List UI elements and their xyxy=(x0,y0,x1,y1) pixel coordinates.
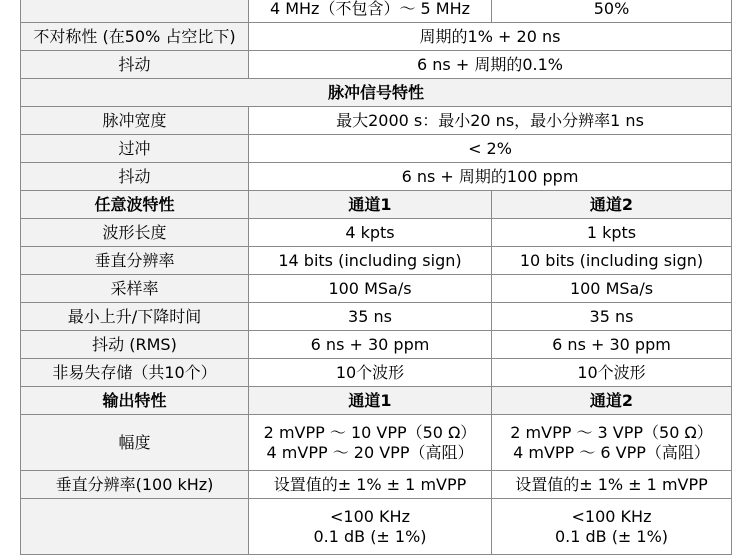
table-cell xyxy=(492,499,732,555)
row-label: 过冲 xyxy=(21,135,249,163)
table-cell: 6 ns + 周期的0.1% xyxy=(249,51,732,79)
table-row xyxy=(21,303,732,331)
row-label: 幅度 xyxy=(21,415,249,471)
row-label: 采样率 xyxy=(21,275,249,303)
section-header: 输出特性 xyxy=(21,387,249,415)
row-label: 非易失存储（共10个） xyxy=(21,359,249,387)
row-label: 波形长度 xyxy=(21,219,249,247)
table-cell: 10 bits (including sign) xyxy=(492,247,732,275)
table-cell: 35 ns xyxy=(492,303,732,331)
row-label: 垂直分辨率 xyxy=(21,247,249,275)
row-label: 最小上升/下降时间 xyxy=(21,303,249,331)
table-cell: 6 ns + 周期的100 ppm xyxy=(249,163,732,191)
table-cell: 6 ns + 30 ppm xyxy=(492,331,732,359)
cell-line: 0.1 dB (± 1%) xyxy=(313,526,427,546)
row-label: 不对称性 (在50% 占空比下) xyxy=(21,23,249,51)
table-cell xyxy=(492,415,732,471)
table-cell: 4 kpts xyxy=(249,219,492,247)
table-cell xyxy=(249,499,492,555)
table-row xyxy=(21,471,732,499)
table-cell: 设置值的± 1% ± 1 mVPP xyxy=(492,471,732,499)
table-cell: 6 ns + 30 ppm xyxy=(249,331,492,359)
table-cell-empty xyxy=(21,0,249,23)
table-row xyxy=(21,247,732,275)
column-header-ch2: 通道2 xyxy=(492,387,732,415)
table-row xyxy=(21,51,732,79)
table-cell: 设置值的± 1% ± 1 mVPP xyxy=(249,471,492,499)
table-row xyxy=(21,219,732,247)
row-label: 脉冲宽度 xyxy=(21,107,249,135)
table-row xyxy=(21,275,732,303)
table-cell: < 2% xyxy=(249,135,732,163)
table-cell: 100 MSa/s xyxy=(492,275,732,303)
cell-line: 2 mVPP ～ 10 VPP（50 Ω） xyxy=(263,422,477,442)
spec-table xyxy=(20,0,732,555)
section-header: 脉冲信号特性 xyxy=(21,79,732,107)
row-label: 垂直分辨率(100 kHz) xyxy=(21,471,249,499)
table-row xyxy=(21,359,732,387)
table-row xyxy=(21,135,732,163)
cell-line: 4 mVPP ～ 20 VPP（高阻） xyxy=(266,442,474,462)
table-row xyxy=(21,415,732,471)
row-label: 抖动 (RMS) xyxy=(21,331,249,359)
cell-line: <100 KHz xyxy=(571,506,652,526)
table-cell xyxy=(249,415,492,471)
column-header-ch2: 通道2 xyxy=(492,191,732,219)
table-row xyxy=(21,23,732,51)
table-row xyxy=(21,331,732,359)
cell-line: 0.1 dB (± 1%) xyxy=(554,526,669,546)
table-cell: 35 ns xyxy=(249,303,492,331)
table-cell: 10个波形 xyxy=(492,359,732,387)
row-label: 抖动 xyxy=(21,163,249,191)
table-cell: 最大2000 s：最小20 ns，最小分辨率1 ns xyxy=(249,107,732,135)
table-row xyxy=(21,163,732,191)
section-header-row xyxy=(21,191,732,219)
table-cell: 14 bits (including sign) xyxy=(249,247,492,275)
table-cell-empty xyxy=(21,499,249,555)
table-row xyxy=(21,499,732,555)
table-cell: 1 kpts xyxy=(492,219,732,247)
cell-line: <100 KHz xyxy=(330,506,410,526)
table-cell: 4 MHz（不包含）～ 5 MHz xyxy=(249,0,492,23)
table-cell: 100 MSa/s xyxy=(249,275,492,303)
column-header-ch1: 通道1 xyxy=(249,191,492,219)
table-cell: 周期的1% + 20 ns xyxy=(249,23,732,51)
section-header: 任意波特性 xyxy=(21,191,249,219)
cell-line: 2 mVPP ～ 3 VPP（50 Ω） xyxy=(510,422,713,442)
table-row xyxy=(21,107,732,135)
section-header-row xyxy=(21,387,732,415)
table-cell: 10个波形 xyxy=(249,359,492,387)
section-header-row xyxy=(21,79,732,107)
cell-line: 4 mVPP ～ 6 VPP（高阻） xyxy=(513,442,710,462)
column-header-ch1: 通道1 xyxy=(249,387,492,415)
table-cell: 50% xyxy=(492,0,732,23)
table-row xyxy=(21,0,732,23)
row-label: 抖动 xyxy=(21,51,249,79)
